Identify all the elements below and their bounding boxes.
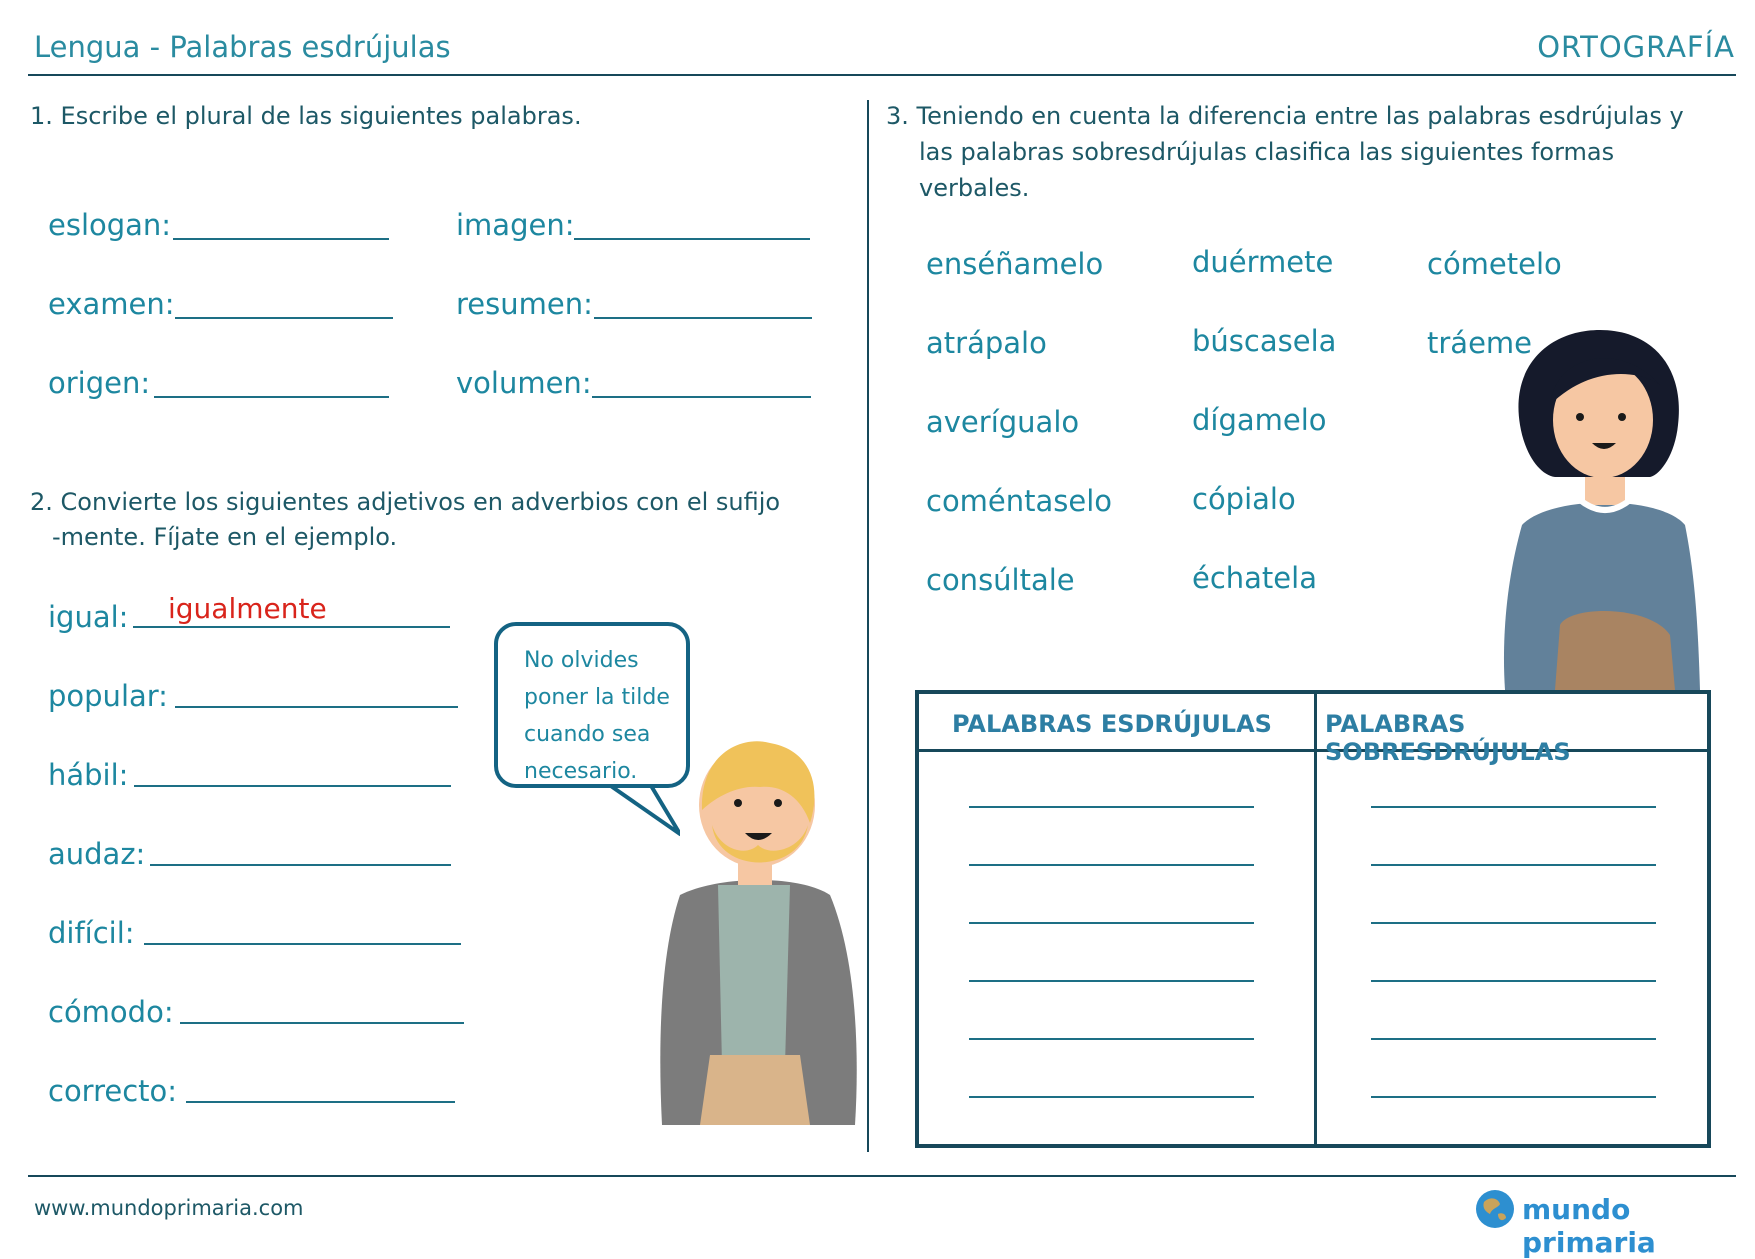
verb-word: coméntaselo (926, 484, 1113, 518)
ex2-answer-line[interactable] (144, 943, 461, 945)
ex2-label-audaz: audaz: (48, 837, 146, 871)
ex1-label-volumen: volumen: (456, 366, 592, 400)
example-answer: igualmente (168, 592, 327, 625)
table-answer-line[interactable] (969, 806, 1254, 808)
globe-logo-icon (1474, 1188, 1516, 1230)
ex1-label-imagen: imagen: (456, 208, 575, 242)
footer-divider (28, 1175, 1736, 1177)
ex2-label-popular: popular: (48, 679, 168, 713)
ex2-label-igual: igual: (48, 600, 129, 634)
bubble-line: No olvides (524, 648, 639, 673)
table-answer-line[interactable] (1371, 1038, 1656, 1040)
table-column-divider (1314, 694, 1317, 1144)
bubble-line: poner la tilde (524, 685, 670, 710)
bubble-line: necesario. (524, 759, 638, 784)
table-answer-line[interactable] (1371, 980, 1656, 982)
ex1-answer-line[interactable] (592, 396, 811, 398)
table-answer-line[interactable] (969, 1038, 1254, 1040)
table-answer-line[interactable] (969, 1096, 1254, 1098)
ex2-label-habil: hábil: (48, 758, 129, 792)
column-divider (867, 100, 869, 1152)
ex1-label-eslogan: eslogan: (48, 208, 172, 242)
ex1-answer-line[interactable] (574, 238, 810, 240)
page-title: Lengua - Palabras esdrújulas (34, 30, 451, 64)
exercise3-prompt-line1: 3. Teniendo en cuenta la diferencia entre las palabras esdrújulas y (886, 102, 1684, 130)
ex2-answer-line[interactable] (180, 1022, 464, 1024)
verb-word: tráeme (1427, 326, 1532, 360)
exercise2-prompt-line2: -mente. Fíjate en el ejemplo. (52, 523, 398, 551)
verb-word: échatela (1192, 561, 1317, 595)
ex2-answer-line[interactable] (133, 626, 450, 628)
ex2-answer-line[interactable] (134, 785, 451, 787)
verb-word: cópialo (1192, 482, 1296, 516)
table-answer-line[interactable] (969, 922, 1254, 924)
ex1-label-examen: examen: (48, 287, 175, 321)
exercise3-prompt-line3: verbales. (919, 174, 1030, 202)
bubble-line: cuando sea (524, 722, 651, 747)
ex1-label-origen: origen: (48, 366, 151, 400)
classification-table (915, 690, 1711, 1148)
ex2-answer-line[interactable] (175, 706, 458, 708)
ex1-answer-line[interactable] (594, 317, 812, 319)
brand-logo-text: mundo primaria (1522, 1193, 1656, 1259)
ex2-label-comodo: cómodo: (48, 995, 174, 1029)
ex1-answer-line[interactable] (173, 238, 389, 240)
verb-word: búscasela (1192, 324, 1337, 358)
verb-word: dígamelo (1192, 403, 1327, 437)
ex1-answer-line[interactable] (154, 396, 389, 398)
verb-word: consúltale (926, 563, 1075, 597)
woman-illustration-icon (1500, 325, 1705, 690)
exercise3-prompt-line2: las palabras sobresdrújulas clasifica las siguientes formas (919, 138, 1615, 166)
ex2-label-correcto: correcto: (48, 1074, 178, 1108)
verb-word: cómetelo (1427, 247, 1562, 281)
ex1-label-resumen: resumen: (456, 287, 593, 321)
ex1-answer-line[interactable] (175, 317, 393, 319)
exercise1-prompt: 1. Escribe el plural de las siguientes palabras. (30, 102, 582, 130)
table-answer-line[interactable] (1371, 1096, 1656, 1098)
table-answer-line[interactable] (969, 864, 1254, 866)
man-illustration-icon (650, 725, 865, 1125)
ex2-answer-line[interactable] (186, 1101, 455, 1103)
table-answer-line[interactable] (1371, 864, 1656, 866)
table-answer-line[interactable] (969, 980, 1254, 982)
subject-label: ORTOGRAFÍA (1537, 30, 1735, 64)
verb-word: enséñamelo (926, 247, 1104, 281)
exercise2-prompt-line1: 2. Convierte los siguientes adjetivos en adverbios con el sufijo (30, 488, 781, 516)
verb-word: duérmete (1192, 245, 1334, 279)
header-divider (28, 74, 1736, 76)
ex2-answer-line[interactable] (150, 864, 451, 866)
table-header-esdrujulas: PALABRAS ESDRÚJULAS (952, 710, 1272, 738)
ex2-label-dificil: difícil: (48, 916, 135, 950)
table-answer-line[interactable] (1371, 806, 1656, 808)
table-answer-line[interactable] (1371, 922, 1656, 924)
footer-url[interactable]: www.mundoprimaria.com (34, 1196, 304, 1220)
verb-word: averígualo (926, 405, 1080, 439)
verb-word: atrápalo (926, 326, 1047, 360)
table-header-sobresdrujulas: PALABRAS SOBRESDRÚJULAS (1325, 710, 1571, 766)
